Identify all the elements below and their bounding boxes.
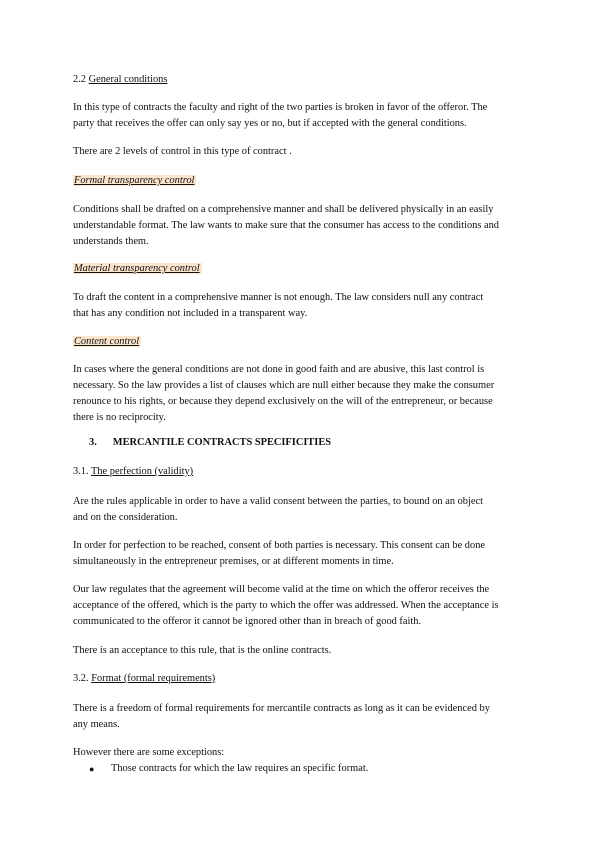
section-3-heading <box>89 435 331 451</box>
subheading-material-transparency <box>73 261 202 277</box>
subheading-content-control <box>73 334 141 350</box>
paragraph-line: renounce to his rights, or because they depend exclusively on the will of the entrepreneur, or because <box>73 396 493 407</box>
paragraph-line: party that receives the offer can only say yes or no, but if accepted with the general conditions. <box>73 118 467 129</box>
section-2-2-heading <box>73 72 167 88</box>
paragraph-line: simultaneously in the entrepreneur premises, or at different moments in time. <box>73 556 394 567</box>
paragraph-line: communicated to the offeror it cannot be ignored other than in breach of good faith. <box>73 616 422 627</box>
bullet-icon: ● <box>89 764 95 774</box>
section-title: General conditions <box>88 74 168 85</box>
section-title: The perfection (validity) <box>91 466 194 477</box>
paragraph-line: acceptance of the offered, which is the party to which the offer was addressed. When the acceptance is <box>73 600 499 611</box>
highlighted-subheading: Material transparency control <box>74 263 200 274</box>
highlighted-subheading: Content control <box>74 336 140 347</box>
paragraph-line: In order for perfection to be reached, consent of both parties is necessary. This consent can be done <box>73 540 486 551</box>
paragraph-line: Conditions shall be drafted on a comprehensive manner and shall be delivered physically in an easily <box>73 204 494 215</box>
paragraph-line: There are 2 levels of control in this type of contract . <box>73 146 292 157</box>
paragraph-line: In this type of contracts the faculty and right of the two parties is broken in favor of the offeror. The <box>73 102 488 113</box>
paragraph-line: Are the rules applicable in order to have a valid consent between the parties, to bound on an object <box>73 496 483 507</box>
paragraph-line: that has any condition not included in a transparent way. <box>73 308 308 319</box>
paragraph-line: There is an acceptance to this rule, that is the online contracts. <box>73 645 332 656</box>
list-item: Those contracts for which the law requires an specific format. <box>111 763 369 774</box>
paragraph-line: In cases where the general conditions are not done in good faith and are abusive, this last control is <box>73 364 485 375</box>
section-3-2-heading <box>73 671 215 687</box>
subheading-formal-transparency <box>73 173 196 189</box>
section-number: 3.1. <box>73 466 89 477</box>
paragraph-line: any means. <box>73 719 120 730</box>
section-title: Format (formal requirements) <box>91 673 216 684</box>
paragraph-line: However there are some exceptions: <box>73 747 225 758</box>
section-3-1-heading <box>73 464 193 480</box>
paragraph-line: understandable format. The law wants to make sure that the consumer has access to the conditions and <box>73 220 499 231</box>
paragraph-line: To draft the content in a comprehensive manner is not enough. The law considers null any contract <box>73 292 484 303</box>
paragraph-line: understands them. <box>73 236 149 247</box>
section-number: 3. <box>89 437 97 448</box>
highlighted-subheading: Formal transparency control <box>74 175 195 186</box>
paragraph-line: necessary. So the law provides a list of clauses which are null either because they make the consumer <box>73 380 495 391</box>
paragraph-line: Our law regulates that the agreement will become valid at the time on which the offeror receives the <box>73 584 490 595</box>
section-number: 2.2 <box>73 74 86 85</box>
section-title: MERCANTILE CONTRACTS SPECIFICITIES <box>112 437 332 448</box>
paragraph-line: There is a freedom of formal requirements for mercantile contracts as long as it can be evidenced by <box>73 703 490 714</box>
section-number: 3.2. <box>73 673 89 684</box>
paragraph-line: and on the consideration. <box>73 512 178 523</box>
paragraph-line: there is no reciprocity. <box>73 412 166 423</box>
